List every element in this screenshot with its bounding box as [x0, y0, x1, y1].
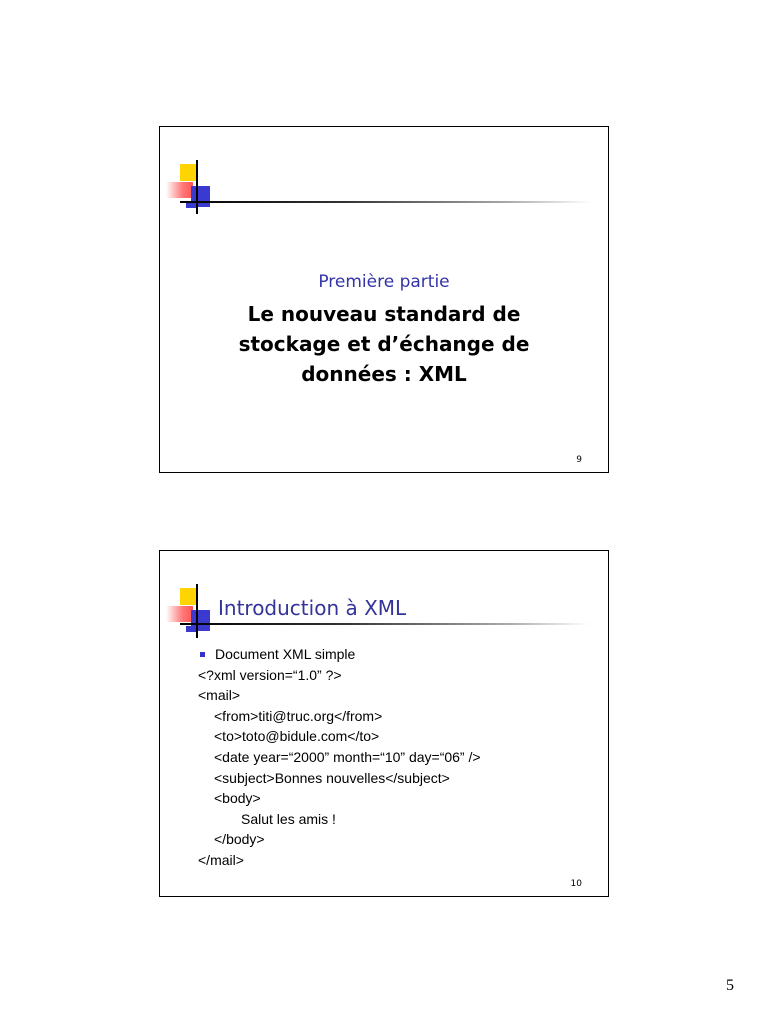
title-rule	[180, 201, 590, 203]
slide-title	[220, 299, 548, 389]
slide-logo-icon	[166, 160, 216, 216]
code-line: <from>titi@truc.org</from>	[214, 707, 383, 724]
slide-logo-icon	[166, 584, 216, 640]
slide-page-number: 9	[576, 455, 582, 465]
slide-page-number: 10	[570, 879, 582, 889]
code-line: <mail>	[198, 687, 241, 704]
bullet-item	[198, 644, 481, 665]
bullet-text: Document XML simple	[215, 646, 356, 662]
slide-subtitle: Première partie	[318, 272, 450, 292]
code-line: <to>toto@bidule.com</to>	[214, 728, 380, 745]
title-rule	[180, 623, 590, 625]
title-line: stockage et d’échange de	[238, 332, 530, 356]
code-line: <date year=“2000” month=“10” day=“06” />	[214, 748, 481, 765]
code-line: Salut les amis !	[241, 810, 336, 827]
slide-10	[159, 550, 609, 897]
title-line: données : XML	[301, 362, 467, 386]
document-page-number: 5	[726, 977, 734, 994]
code-line: </mail>	[198, 851, 244, 868]
slide-content	[198, 644, 481, 871]
slide-9	[159, 126, 609, 473]
code-line: <body>	[214, 790, 261, 807]
code-line: </body>	[214, 831, 265, 848]
code-line: <subject>Bonnes nouvelles</subject>	[214, 769, 450, 786]
code-line: <?xml version=“1.0” ?>	[198, 666, 342, 683]
bullet-icon	[200, 652, 205, 657]
slide-heading: Introduction à XML	[218, 596, 407, 620]
title-line: Le nouveau standard de	[247, 302, 521, 326]
